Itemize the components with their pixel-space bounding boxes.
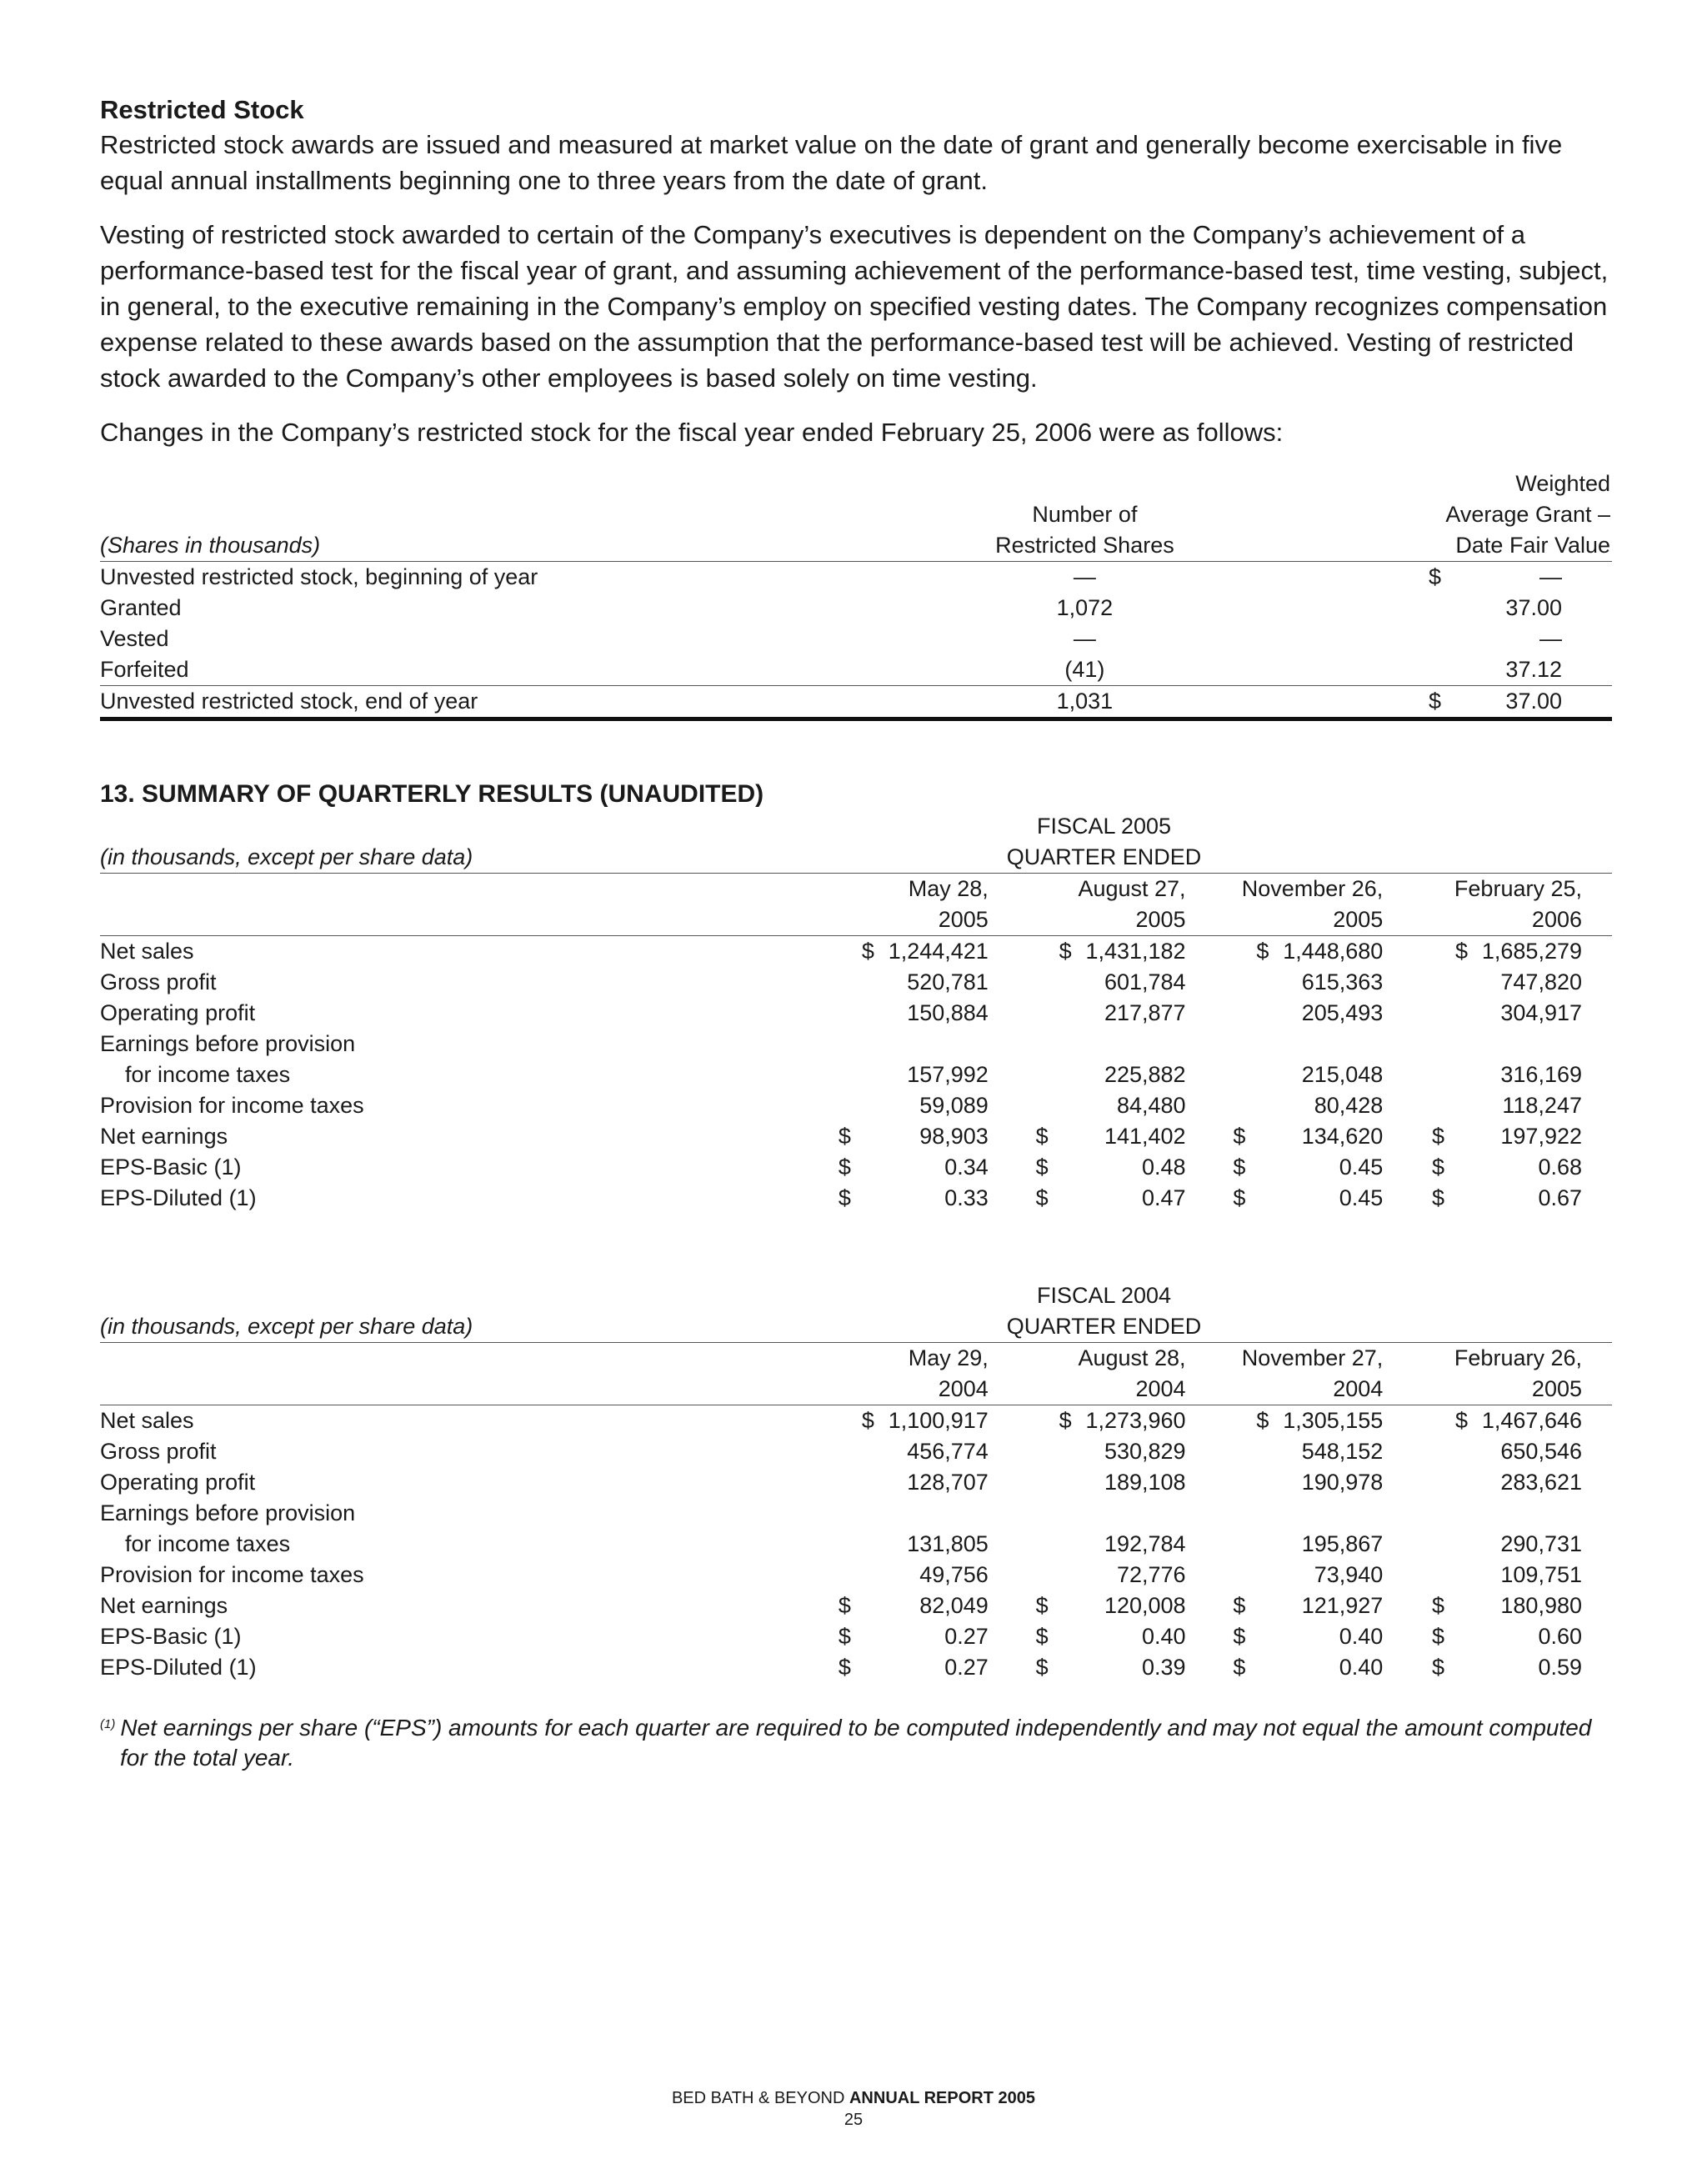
- col-header: Average Grant –: [1445, 502, 1610, 527]
- cell: $ 134,620: [1233, 1124, 1384, 1149]
- cell: —: [1073, 564, 1096, 589]
- restricted-stock-paragraph-3: Changes in the Company’s restricted stock for the fiscal year ended February 25, 2006 were as follows:: [100, 418, 1284, 447]
- table-row: [100, 1121, 1612, 1152]
- row-label: Net earnings: [100, 1593, 228, 1618]
- col-header: November 26,: [1241, 876, 1384, 901]
- page-footer: [0, 2087, 1707, 2131]
- table-row: [100, 1183, 1612, 1214]
- table-header-row: [100, 811, 1612, 842]
- col-header: February 25,: [1454, 876, 1582, 901]
- table-header-row: [100, 499, 1612, 530]
- cell: 84,480: [1116, 1093, 1186, 1118]
- col-header: August 27,: [1078, 876, 1186, 901]
- eps-footnote: [100, 1710, 1612, 1773]
- row-label: Earnings before provision: [100, 1500, 356, 1525]
- cell: $ 1,467,646: [1455, 1408, 1582, 1433]
- units-label: (in thousands, except per share data): [100, 1311, 821, 1343]
- cell: 217,877: [1104, 1000, 1186, 1025]
- table-row: [100, 562, 1612, 594]
- cell: 118,247: [1502, 1093, 1582, 1118]
- row-label: Earnings before provision: [100, 1031, 356, 1056]
- cell: 128,707: [907, 1470, 989, 1495]
- table-row: [100, 1436, 1612, 1467]
- cell: 72,776: [1116, 1562, 1186, 1587]
- cell: $ 98,903: [838, 1124, 989, 1149]
- units-label: (in thousands, except per share data): [100, 842, 821, 874]
- table-total-row: [100, 686, 1612, 719]
- cell: 530,829: [1104, 1439, 1186, 1464]
- cell: $ 1,100,917: [861, 1408, 989, 1433]
- cell: 225,882: [1104, 1062, 1186, 1087]
- cell: 189,108: [1104, 1470, 1186, 1495]
- table-header-row: [100, 1280, 1612, 1311]
- table-row: [100, 1405, 1612, 1437]
- cell: $ 0.45: [1233, 1185, 1384, 1210]
- cell: —: [1073, 626, 1096, 651]
- row-label: Granted: [100, 595, 182, 620]
- col-header: 2004: [821, 1374, 1019, 1405]
- table-row: [100, 1152, 1612, 1183]
- col-header: 2004: [1216, 1374, 1414, 1405]
- cell: 150,884: [907, 1000, 989, 1025]
- cell: 1,031: [931, 686, 1239, 719]
- table-row: [100, 1090, 1612, 1121]
- cell: 1,072: [1056, 595, 1114, 620]
- fiscal-year-label: FISCAL 2005: [1036, 814, 1172, 839]
- cell: $ 0.27: [838, 1624, 989, 1649]
- cell: 205,493: [1301, 1000, 1384, 1025]
- col-header: 2006: [1413, 904, 1612, 936]
- cell: $ 1,448,680: [1256, 939, 1384, 964]
- table-row: [100, 1652, 1612, 1683]
- table-row: [100, 1498, 1612, 1529]
- col-header: 2005: [1019, 904, 1216, 936]
- cell: $ 0.27: [838, 1655, 989, 1680]
- row-header: (Shares in thousands): [100, 530, 931, 562]
- page-number: 25: [843, 2111, 864, 2129]
- col-header: Restricted Shares: [931, 530, 1239, 562]
- row-label: Net sales: [100, 1408, 194, 1433]
- row-label: Net sales: [100, 939, 194, 964]
- col-header: 2005: [821, 904, 1019, 936]
- restricted-stock-paragraph-2: Vesting of restricted stock awarded to certain of the Company’s executives is dependent on the Company’s achievement of a performance-based test for the fiscal year of grant, and assuming achievement of the performance-based test, time vesting, subject, in general, to the executive remaining in the Company’s employ on specified vesting dates. The Company recognizes compensation expense related to these awards based on the assumption that the performance-based test will be achieved. Vesting of restricted stock awarded to the Company’s other employees is based solely on time vesting.: [100, 220, 1609, 393]
- cell: $ 1,685,279: [1455, 939, 1582, 964]
- cell: $ 0.39: [1035, 1655, 1186, 1680]
- table-row: [100, 654, 1612, 686]
- table-header-row: [100, 1343, 1612, 1375]
- col-header: May 29,: [908, 1345, 989, 1370]
- row-label: Provision for income taxes: [100, 1093, 364, 1118]
- table-row: [100, 1590, 1612, 1621]
- restricted-stock-heading: Restricted Stock: [100, 95, 304, 124]
- restricted-stock-paragraph-1: Restricted stock awards are issued and measured at market value on the date of grant and generally become exercisable in five equal annual installments beginning one to three years from the date of grant.: [100, 130, 1563, 195]
- footer-company: BED BATH & BEYOND: [671, 2089, 845, 2107]
- cell: 131,805: [907, 1531, 989, 1556]
- cell: $ —: [1429, 564, 1562, 589]
- cell: $ 37.00: [1239, 686, 1612, 719]
- cell: $ 0.67: [1432, 1185, 1582, 1210]
- table-header-row: [100, 874, 1612, 905]
- table-header-row: [100, 904, 1612, 936]
- table-row: [100, 624, 1612, 654]
- cell: 59,089: [919, 1093, 989, 1118]
- row-label: for income taxes: [125, 1531, 291, 1556]
- row-label: Forfeited: [100, 654, 931, 686]
- footer-report-title: ANNUAL REPORT 2005: [848, 2089, 1036, 2107]
- cell: 650,546: [1500, 1439, 1582, 1464]
- table-row: [100, 936, 1612, 968]
- cell: $ 0.45: [1233, 1155, 1384, 1180]
- row-label: Net earnings: [100, 1124, 228, 1149]
- cell: $ 121,927: [1233, 1593, 1384, 1618]
- cell: $ 1,305,155: [1256, 1408, 1384, 1433]
- fiscal-year-label: FISCAL 2004: [1036, 1283, 1172, 1308]
- row-label: Operating profit: [100, 1470, 256, 1495]
- col-header: Number of: [1032, 502, 1138, 527]
- cell: 192,784: [1104, 1531, 1186, 1556]
- page-content: [100, 93, 1612, 1796]
- cell: $ 82,049: [838, 1593, 989, 1618]
- cell: (41): [931, 654, 1239, 686]
- table-row: [100, 998, 1612, 1029]
- cell: $ 0.33: [838, 1185, 989, 1210]
- cell: 283,621: [1500, 1470, 1582, 1495]
- row-label: Unvested restricted stock, end of year: [100, 686, 931, 719]
- cell: 157,992: [907, 1062, 989, 1087]
- footnote-text: Net earnings per share (“EPS”) amounts for each quarter are required to be computed independently and may not equal the amount computed for the total year.: [120, 1715, 1592, 1771]
- table-row: [100, 1059, 1612, 1090]
- col-header: May 28,: [908, 876, 989, 901]
- cell: $ 1,273,960: [1059, 1408, 1186, 1433]
- table-row: [100, 1621, 1612, 1652]
- cell: $ 1,431,182: [1059, 939, 1186, 964]
- fiscal-2005-table: [100, 811, 1612, 1214]
- cell: 747,820: [1500, 969, 1582, 994]
- cell: 601,784: [1104, 969, 1186, 994]
- quarter-ended-label: QUARTER ENDED: [821, 1311, 1612, 1343]
- cell: 80,428: [1314, 1093, 1384, 1118]
- col-header: Date Fair Value: [1239, 530, 1612, 562]
- restricted-stock-table: [100, 468, 1612, 721]
- footnote-marker: (1): [100, 1717, 116, 1731]
- cell: 215,048: [1301, 1062, 1384, 1087]
- cell: $ 0.59: [1432, 1655, 1582, 1680]
- table-row: [100, 1029, 1612, 1059]
- cell: $ 120,008: [1035, 1593, 1186, 1618]
- cell: 615,363: [1301, 969, 1384, 994]
- cell: 520,781: [907, 969, 989, 994]
- cell: 195,867: [1301, 1531, 1384, 1556]
- cell: $ 0.40: [1035, 1624, 1186, 1649]
- col-header: Weighted: [1515, 471, 1610, 496]
- table-header-row: [100, 468, 1612, 499]
- row-label: EPS-Basic (1): [100, 1624, 242, 1649]
- cell: $ 0.40: [1233, 1655, 1384, 1680]
- row-label: Gross profit: [100, 969, 217, 994]
- cell: $ 1,244,421: [861, 939, 989, 964]
- row-label: Gross profit: [100, 1439, 217, 1464]
- quarter-ended-label: QUARTER ENDED: [821, 842, 1612, 874]
- cell: 109,751: [1500, 1562, 1582, 1587]
- cell: $ 0.68: [1432, 1155, 1582, 1180]
- table-row: [100, 1467, 1612, 1498]
- fiscal-2004-table: [100, 1280, 1612, 1683]
- row-label: EPS-Basic (1): [100, 1155, 242, 1180]
- col-header: 2005: [1413, 1374, 1612, 1405]
- cell: 190,978: [1301, 1470, 1384, 1495]
- row-label: Vested: [100, 626, 169, 651]
- cell: $ 180,980: [1432, 1593, 1582, 1618]
- table-row: [100, 1529, 1612, 1560]
- col-header: November 27,: [1241, 1345, 1384, 1370]
- col-header: 2004: [1019, 1374, 1216, 1405]
- table-row: [100, 967, 1612, 998]
- col-header: February 26,: [1454, 1345, 1582, 1370]
- row-label: Unvested restricted stock, beginning of year: [100, 564, 538, 589]
- cell: $ 197,922: [1432, 1124, 1582, 1149]
- footer-report-line: [0, 2087, 1707, 2109]
- quarterly-section-title: 13. SUMMARY OF QUARTERLY RESULTS (UNAUDITED): [100, 780, 764, 808]
- row-label: Operating profit: [100, 1000, 256, 1025]
- cell: $ 0.47: [1035, 1185, 1186, 1210]
- cell: 49,756: [919, 1562, 989, 1587]
- cell: 37.12: [1239, 654, 1612, 686]
- table-header-row: [100, 842, 1612, 874]
- cell: 37.00: [1505, 595, 1562, 620]
- row-label: for income taxes: [125, 1062, 291, 1087]
- col-header: 2005: [1216, 904, 1414, 936]
- col-header: August 28,: [1078, 1345, 1186, 1370]
- cell: —: [1539, 626, 1562, 651]
- row-label: Provision for income taxes: [100, 1562, 364, 1587]
- table-row: [100, 1560, 1612, 1590]
- table-header-row: [100, 1374, 1612, 1405]
- cell: $ 141,402: [1035, 1124, 1186, 1149]
- cell: 548,152: [1301, 1439, 1384, 1464]
- cell: 456,774: [907, 1439, 989, 1464]
- cell: 316,169: [1500, 1062, 1582, 1087]
- table-header-row: [100, 530, 1612, 562]
- table-row: [100, 593, 1612, 624]
- row-label: EPS-Diluted (1): [100, 1655, 257, 1680]
- cell: 290,731: [1500, 1531, 1582, 1556]
- cell: $ 0.34: [838, 1155, 989, 1180]
- cell: 73,940: [1314, 1562, 1384, 1587]
- cell: 304,917: [1500, 1000, 1582, 1025]
- cell: $ 0.40: [1233, 1624, 1384, 1649]
- cell: $ 0.48: [1035, 1155, 1186, 1180]
- row-label: EPS-Diluted (1): [100, 1185, 257, 1210]
- cell: $ 0.60: [1432, 1624, 1582, 1649]
- table-header-row: [100, 1311, 1612, 1343]
